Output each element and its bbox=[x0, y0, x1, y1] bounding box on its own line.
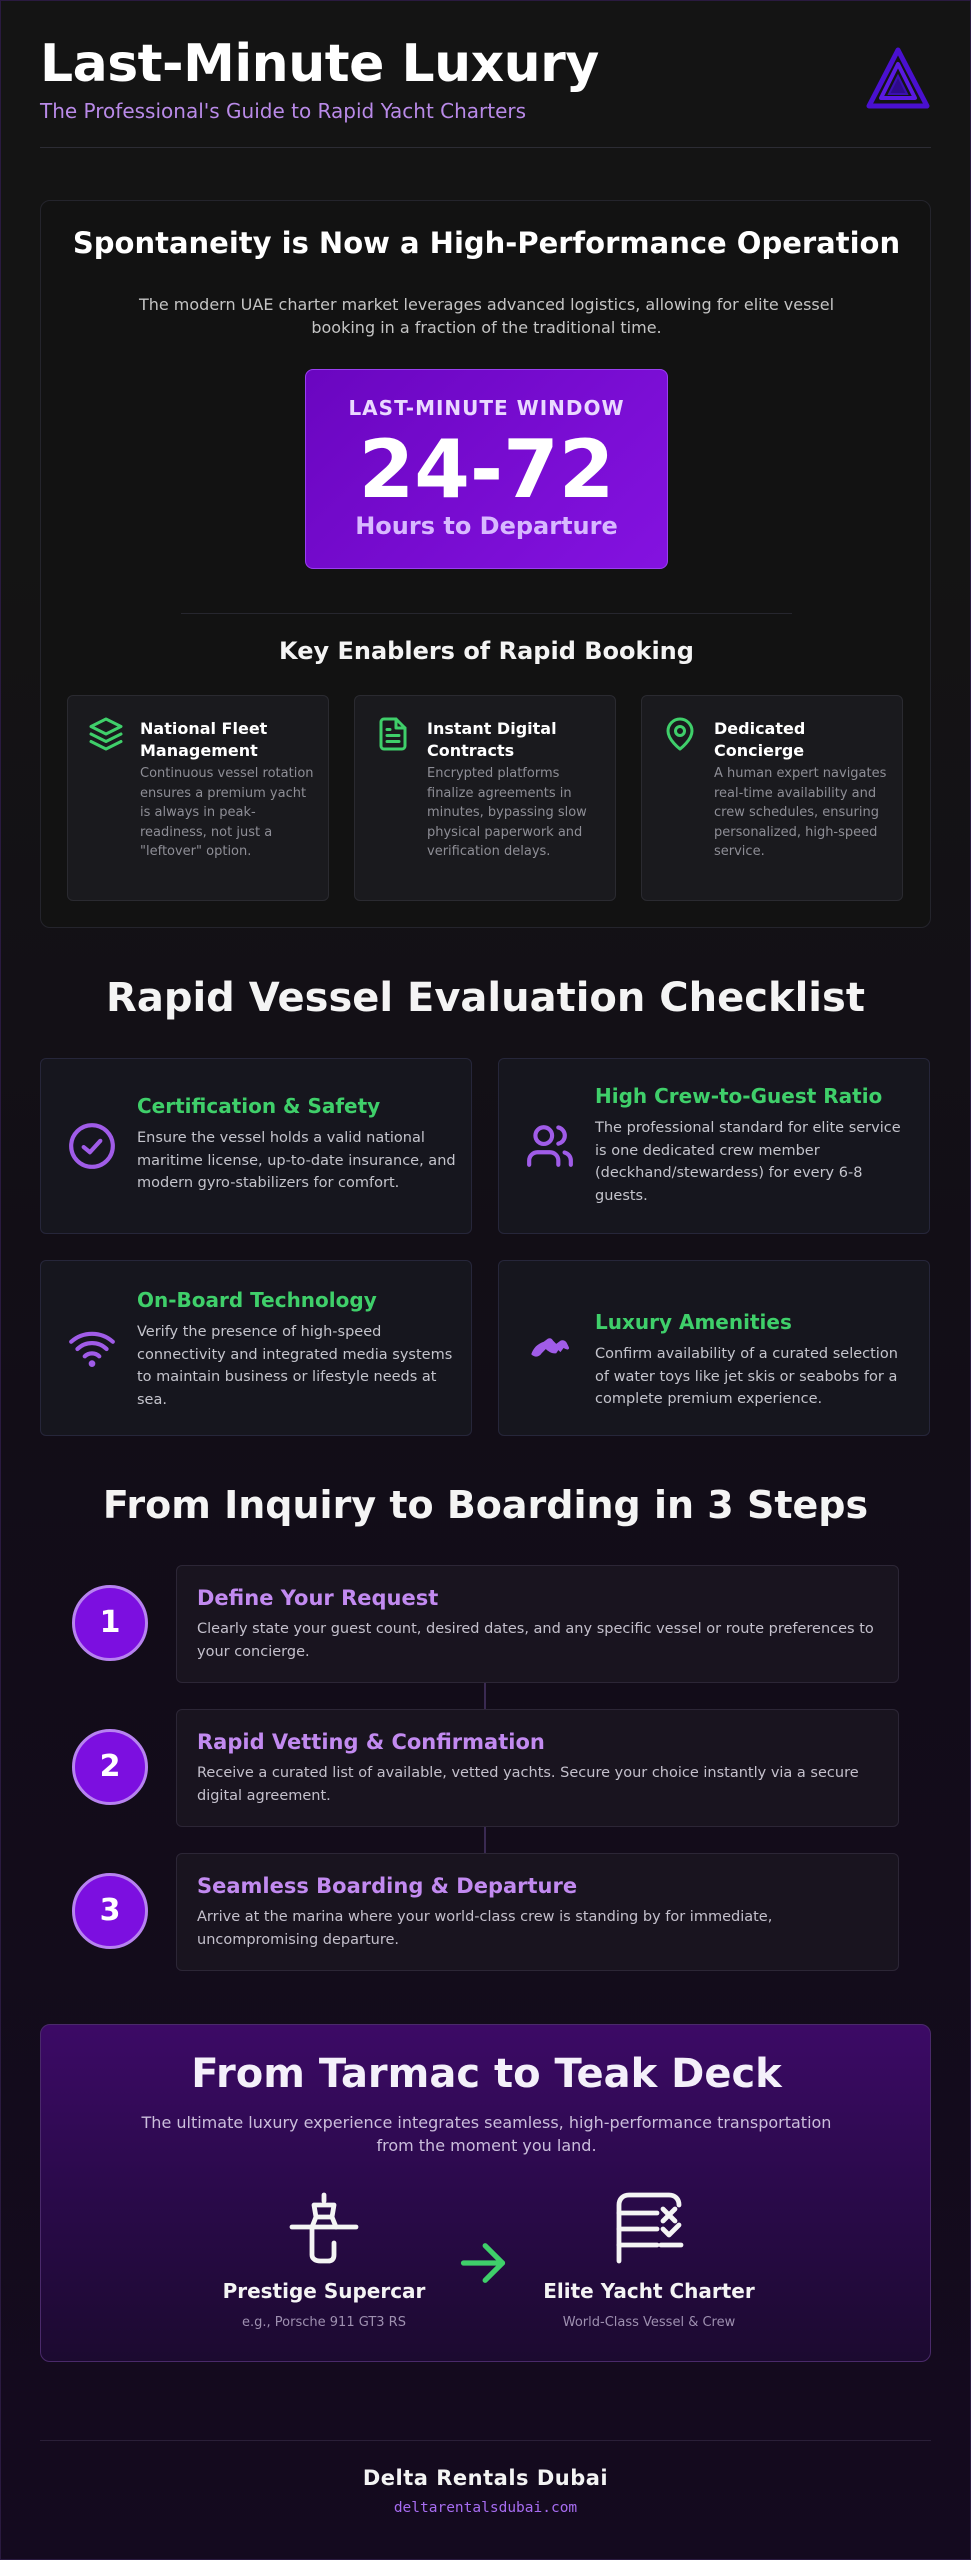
window-label: LAST-MINUTE WINDOW bbox=[348, 396, 625, 420]
checklist-item-certification bbox=[40, 1058, 472, 1234]
hero-title: Spontaneity is Now a High-Performance Operation bbox=[72, 226, 901, 260]
yacht-charter-icon bbox=[609, 2189, 689, 2269]
users-icon bbox=[525, 1121, 575, 1171]
last-minute-window-box bbox=[305, 369, 668, 569]
checklist-item-description: The professional standard for elite service is one dedicated crew member (deckhand/stewardess) for every 6-8 guests. bbox=[595, 1120, 901, 1204]
enabler-title: Dedicated Concierge bbox=[714, 719, 806, 760]
checklist-item-title: On-Board Technology bbox=[137, 1288, 377, 1312]
banner-title: From Tarmac to Teak Deck bbox=[191, 2051, 782, 2097]
step-card-define bbox=[176, 1565, 899, 1683]
footer-brand: Delta Rentals Dubai bbox=[362, 2466, 609, 2490]
step-title: Define Your Request bbox=[197, 1586, 439, 1610]
window-value: 24-72 bbox=[358, 423, 615, 516]
enablers-title: Key Enablers of Rapid Booking bbox=[279, 637, 694, 665]
supercar-icon bbox=[284, 2189, 364, 2269]
steps-title: From Inquiry to Boarding in 3 Steps bbox=[102, 1483, 869, 1527]
checklist-item-crew-ratio bbox=[498, 1058, 930, 1234]
enabler-card-contracts bbox=[354, 695, 616, 901]
footer-divider bbox=[40, 2440, 931, 2441]
vehicle-subtitle: e.g., Porsche 911 GT3 RS bbox=[242, 2315, 406, 2330]
hero-description: The modern UAE charter market leverages advanced logistics, allowing for elite vessel booking in a fraction of the traditional time. bbox=[138, 295, 835, 337]
step-title: Rapid Vetting & Confirmation bbox=[197, 1730, 545, 1754]
page-subtitle: The Professional's Guide to Rapid Yacht Charters bbox=[40, 99, 527, 123]
arrow-right-icon bbox=[457, 2237, 509, 2289]
page-title: Last-Minute Luxury bbox=[40, 34, 599, 94]
footer-url-link[interactable]: deltarentalsdubai.com bbox=[393, 2500, 578, 2516]
checklist-item-title: High Crew-to-Guest Ratio bbox=[595, 1084, 883, 1108]
enabler-card-fleet bbox=[67, 695, 329, 901]
enabler-card-concierge bbox=[641, 695, 903, 901]
checklist-item-technology bbox=[40, 1260, 472, 1436]
hero-divider bbox=[181, 613, 792, 614]
map-pin-icon bbox=[662, 716, 698, 752]
hero-card bbox=[40, 200, 931, 928]
layers-icon bbox=[88, 716, 124, 752]
checklist-item-title: Luxury Amenities bbox=[595, 1310, 792, 1334]
checklist-item-title: Certification & Safety bbox=[137, 1094, 381, 1118]
enabler-description: A human expert navigates real-time availability and crew schedules, ensuring personalized, high-speed service. bbox=[714, 766, 887, 859]
yacht-charter-block bbox=[539, 2189, 759, 2330]
checklist-item-description: Confirm availability of a curated selection of water toys like jet skis or seabobs for a complete premium experience. bbox=[595, 1346, 898, 1407]
jet-ski-icon bbox=[525, 1323, 575, 1373]
document-icon bbox=[375, 716, 411, 752]
step-number-badge: 3 bbox=[72, 1873, 148, 1949]
vehicle-title: Prestige Supercar bbox=[222, 2279, 426, 2303]
step-description: Arrive at the marina where your world-class crew is standing by for immediate, uncompromising departure. bbox=[197, 1909, 773, 1948]
enabler-description: Continuous vessel rotation ensures a premium yacht is always in peak-readiness, not just a "leftover" option. bbox=[140, 766, 314, 859]
step-card-boarding bbox=[176, 1853, 899, 1971]
check-circle-icon bbox=[67, 1121, 117, 1171]
step-card-vetting bbox=[176, 1709, 899, 1827]
step-number-badge: 1 bbox=[72, 1585, 148, 1661]
step-title: Seamless Boarding & Departure bbox=[197, 1874, 578, 1898]
triangle-logo-icon bbox=[865, 46, 931, 112]
checklist-item-description: Ensure the vessel holds a valid national maritime license, up-to-date insurance, and modern gyro-stabilizers for comfort. bbox=[137, 1130, 456, 1191]
vehicle-title: Elite Yacht Charter bbox=[543, 2279, 755, 2303]
vehicle-subtitle: World-Class Vessel & Crew bbox=[562, 2315, 736, 2330]
window-unit: Hours to Departure bbox=[355, 512, 618, 540]
checklist-title: Rapid Vessel Evaluation Checklist bbox=[106, 975, 865, 1021]
step-number-badge: 2 bbox=[72, 1729, 148, 1805]
step-description: Clearly state your guest count, desired dates, and any specific vessel or route preferences to your concierge. bbox=[197, 1621, 874, 1660]
enabler-description: Encrypted platforms finalize agreements in minutes, bypassing slow physical paperwork and verification delays. bbox=[427, 766, 587, 859]
page-header bbox=[40, 32, 931, 148]
enabler-title: Instant Digital Contracts bbox=[427, 719, 557, 760]
enabler-title: National Fleet Management bbox=[140, 719, 268, 760]
tarmac-to-deck-banner bbox=[40, 2024, 931, 2362]
checklist-item-amenities bbox=[498, 1260, 930, 1436]
checklist-item-description: Verify the presence of high-speed connectivity and integrated media systems to maintain business or lifestyle needs at sea. bbox=[137, 1324, 453, 1408]
banner-description: The ultimate luxury experience integrates seamless, high-performance transportation from the moment you land. bbox=[141, 2113, 832, 2155]
supercar-block bbox=[214, 2189, 434, 2330]
step-description: Receive a curated list of available, vetted yachts. Secure your choice instantly via a secure digital agreement. bbox=[197, 1765, 859, 1804]
wifi-icon bbox=[67, 1323, 117, 1373]
